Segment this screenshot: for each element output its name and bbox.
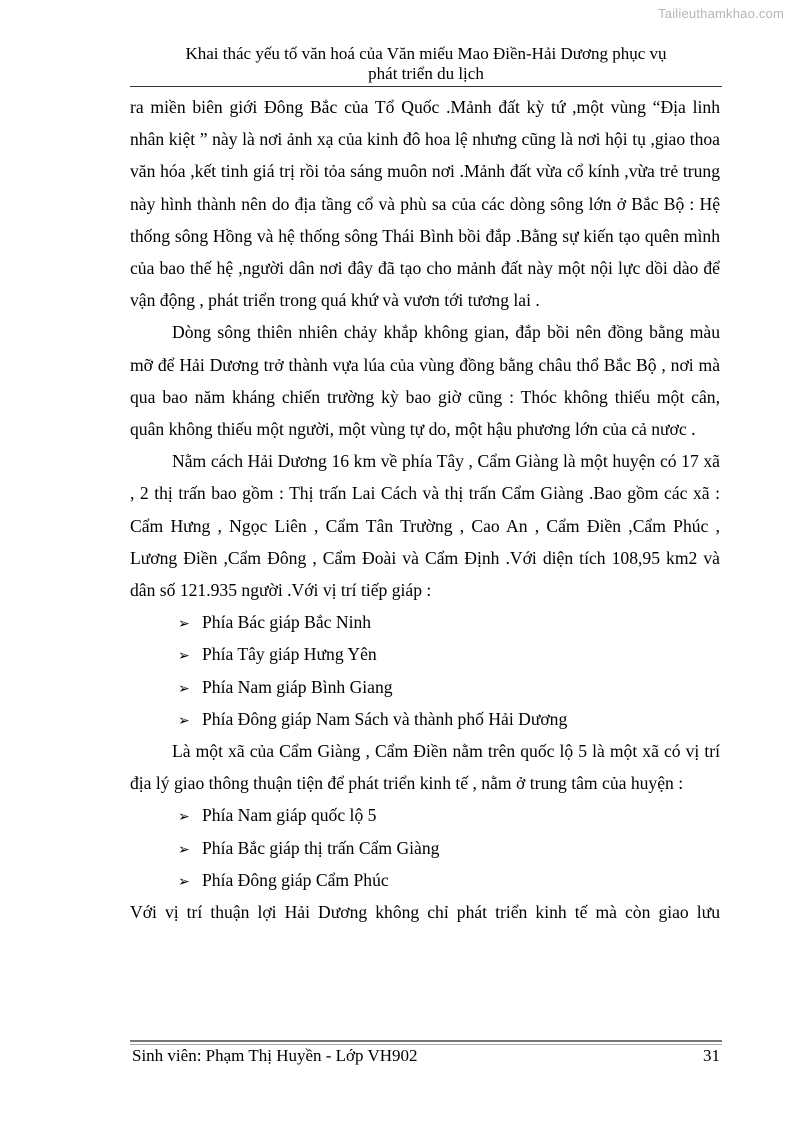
paragraph-4: Là một xã của Cẩm Giàng , Cẩm Điền nằm trên quốc lộ 5 là một xã có vị trí địa lý giao thông thuận tiện để phát triển kinh tế , nằm ở trung tâm của huyện : [130, 741, 720, 794]
commune-borders-list [130, 799, 720, 896]
list-item: ➢ Phía Đông giáp Nam Sách và thành phố Hải Dương [178, 703, 720, 735]
arrow-bullet-icon: ➢ [178, 648, 190, 665]
paragraph-3: Nằm cách Hải Dương 16 km về phía Tây , Cẩm Giàng là một huyện có 17 xã , 2 thị trấn bao gồm : Thị trấn Lai Cách và thị trấn Cẩm Giàng .Bao gồm các xã : Cẩm Hưng , Ngọc Liên , Cẩm Tân Trường , Cao An , Cẩm Điền ,Cẩm Phúc , Lương Điền ,Cẩm Đông , Cẩm Đoài và Cẩm Định .Với diện tích 108,95 km2 và dân số 121.935 người .Với vị trí tiếp giáp : [130, 451, 720, 601]
list-item: ➢ Phía Đông giáp Cẩm Phúc [178, 864, 720, 896]
page-footer [132, 1046, 720, 1066]
list-item: ➢ Phía Bác giáp Bắc Ninh [178, 606, 720, 638]
list-item: ➢ Phía Nam giáp Bình Giang [178, 671, 720, 703]
list-item: ➢ Phía Nam giáp quốc lộ 5 [178, 799, 720, 831]
footer-author: Sinh viên: Phạm Thị Huyền - Lớp VH902 [132, 1046, 418, 1065]
footer-divider-thin [130, 1044, 722, 1045]
arrow-bullet-icon: ➢ [178, 873, 190, 890]
document-body [130, 91, 720, 928]
footer-divider [130, 1040, 722, 1042]
arrow-bullet-icon: ➢ [178, 809, 190, 826]
arrow-bullet-icon: ➢ [178, 712, 190, 729]
list-item: ➢ Phía Bắc giáp thị trấn Cẩm Giàng [178, 832, 720, 864]
watermark: Tailieuthamkhao.com [658, 6, 784, 21]
arrow-bullet-icon: ➢ [178, 841, 190, 858]
header-title-line1: Khai thác yếu tố văn hoá của Văn miếu Mao Điền-Hải Dương phục vụ [185, 44, 667, 63]
page-header [130, 44, 722, 84]
paragraph-5: Với vị trí thuận lợi Hải Dương không chỉ phát triển kinh tế mà còn giao lưu [130, 901, 720, 922]
district-borders-list [130, 606, 720, 735]
arrow-bullet-icon: ➢ [178, 680, 190, 697]
arrow-bullet-icon: ➢ [178, 616, 190, 633]
page-number: 31 [703, 1046, 720, 1065]
paragraph-2: Dòng sông thiên nhiên chảy khắp không gian, đắp bồi nên đồng bằng màu mỡ để Hải Dương trở thành vựa lúa của vùng đồng bằng châu thổ Bắc Bộ , nơi mà qua bao năm kháng chiến trường kỳ bao giờ cũng : Thóc không thiếu một cân, quân không thiếu một người, một vùng tự do, một hậu phương lớn của cả nươc . [130, 322, 720, 440]
list-item: ➢ Phía Tây giáp Hưng Yên [178, 638, 720, 670]
header-divider [130, 86, 722, 87]
header-title-line2: phát triển du lịch [368, 64, 484, 83]
paragraph-1: ra miền biên giới Đông Bắc của Tổ Quốc .Mảnh đất kỳ tứ ,một vùng “Địa linh nhân kiệt ” này là nơi ảnh xạ của kinh đô hoa lệ nhưng cũng là nơi hội tụ ,giao thoa văn hóa ,kết tinh giá trị rồi tỏa sáng muôn nơi .Mảnh đất vừa cổ kính ,vừa trẻ trung này hình thành nên do địa tầng cổ và phù sa của các dòng sông lớn ở Bắc Bộ : Hệ thống sông Hồng và hệ thống sông Thái Bình bồi đắp .Bằng sự kiến tạo quên mình của bao thế hệ ,người dân nơi đây đã tạo cho mảnh đất này một nội lực dồi dào để vận động , phát triển trong quá khứ và vươn tới tương lai . [130, 97, 720, 311]
